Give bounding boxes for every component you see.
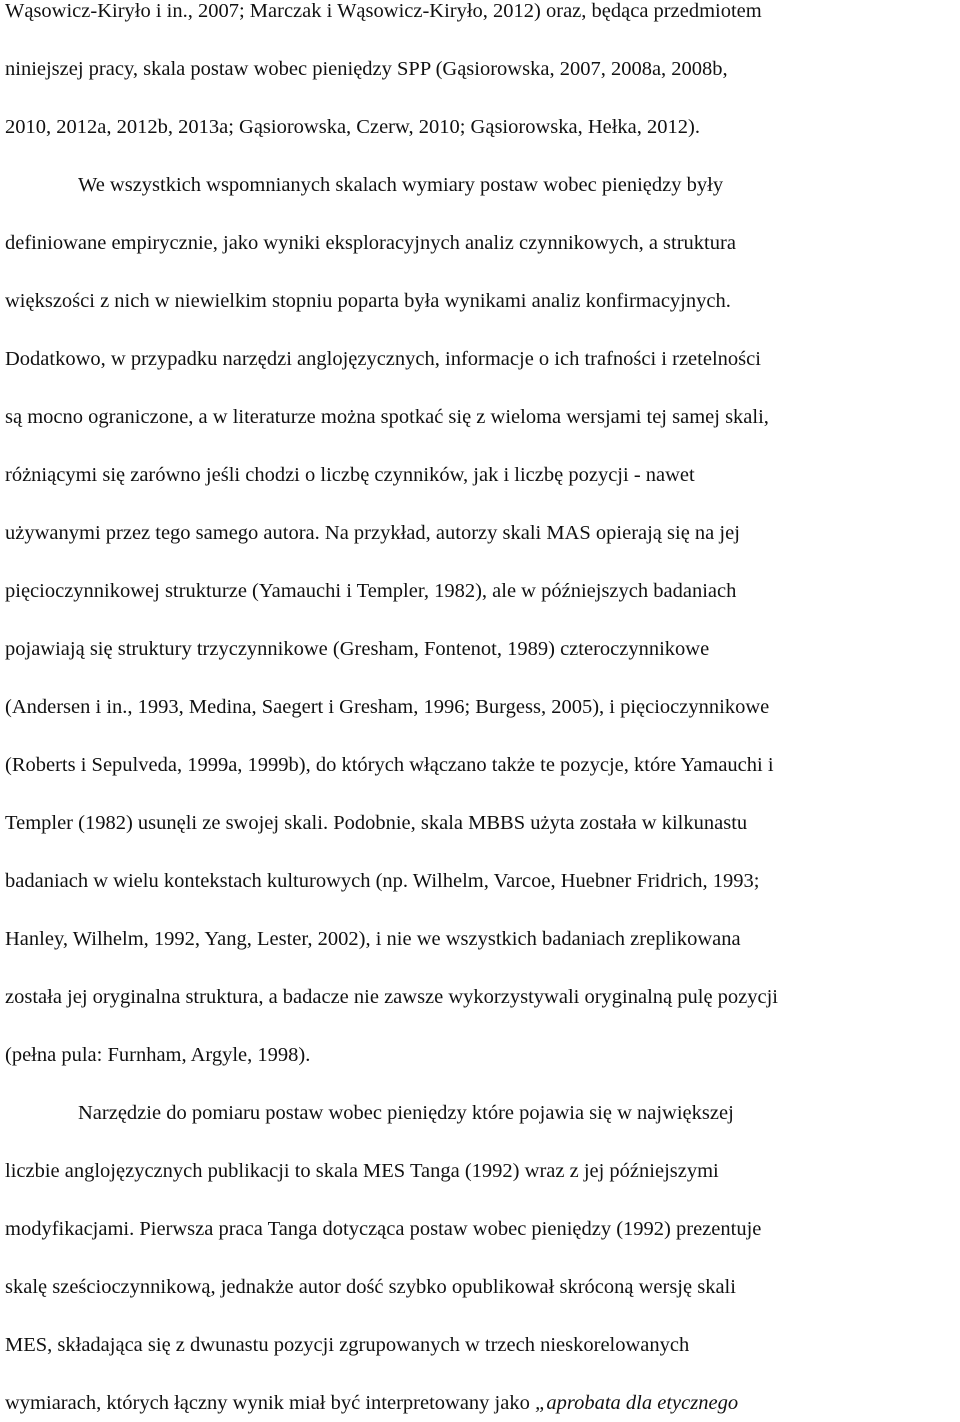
text-line: (Roberts i Sepulveda, 1999a, 1999b), do których włączano także te pozycje, które Yamauchi i: [5, 754, 774, 776]
text-line: są mocno ograniczone, a w literaturze można spotkać się z wieloma wersjami tej samej skali,: [5, 406, 769, 428]
italic-term: „aprobata dla etycznego: [534, 1392, 739, 1414]
text-line: MES, składająca się z dwunastu pozycji zgrupowanych w trzech nieskorelowanych: [5, 1334, 690, 1356]
text-line: różniącymi się zarówno jeśli chodzi o liczbę czynników, jak i liczbę pozycji - nawet: [5, 464, 695, 486]
text-line: została jej oryginalna struktura, a badacze nie zawsze wykorzystywali oryginalną pulę pozycji: [5, 986, 779, 1008]
text-line: skalę sześcioczynnikową, jednakże autor dość szybko opublikował skróconą wersję skali: [5, 1276, 736, 1298]
text-line: (Andersen i in., 1993, Medina, Saegert i Gresham, 1996; Burgess, 2005), i pięcioczynnikowe: [5, 696, 770, 718]
text-line: definiowane empirycznie, jako wyniki eksploracyjnych analiz czynnikowych, a struktura: [5, 232, 736, 254]
text-line: Dodatkowo, w przypadku narzędzi anglojęzycznych, informacje o ich trafności i rzetelności: [5, 348, 761, 370]
text-line: liczbie anglojęzycznych publikacji to skala MES Tanga (1992) wraz z jej późniejszymi: [5, 1160, 719, 1182]
text-line: Hanley, Wilhelm, 1992, Yang, Lester, 2002), i nie we wszystkich badaniach zreplikowana: [5, 928, 741, 950]
text-line: modyfikacjami. Pierwsza praca Tanga dotycząca postaw wobec pieniędzy (1992) prezentuje: [5, 1218, 762, 1240]
last-line-text: wymiarach, których łączny wynik miał być interpretowany jako: [5, 1392, 535, 1414]
text-line: Wąsowicz-Kiryło i in., 2007; Marczak i Wąsowicz-Kiryło, 2012) oraz, będąca przedmiotem: [5, 0, 762, 22]
text-line: badaniach w wielu kontekstach kulturowych (np. Wilhelm, Varcoe, Huebner Fridrich, 1993;: [5, 870, 760, 892]
text-line: niniejszej pracy, skala postaw wobec pieniędzy SPP (Gąsiorowska, 2007, 2008a, 2008b,: [5, 58, 728, 80]
paragraph-first-line: We wszystkich wspomnianych skalach wymiary postaw wobec pieniędzy były: [78, 174, 724, 196]
text-line: 2010, 2012a, 2012b, 2013a; Gąsiorowska, Czerw, 2010; Gąsiorowska, Hełka, 2012).: [5, 116, 700, 138]
text-line: pięcioczynnikowej strukturze (Yamauchi i Templer, 1982), ale w późniejszych badaniach: [5, 580, 737, 602]
text-line: większości z nich w niewielkim stopniu poparta była wynikami analiz konfirmacyjnych.: [5, 290, 731, 312]
paragraph-first-line: Narzędzie do pomiaru postaw wobec pieniędzy które pojawia się w największej: [78, 1102, 734, 1124]
text-line: Templer (1982) usunęli ze swojej skali. Podobnie, skala MBBS użyta została w kilkunastu: [5, 812, 748, 834]
text-line: (pełna pula: Furnham, Argyle, 1998).: [5, 1044, 311, 1066]
text-line: pojawiają się struktury trzyczynnikowe (Gresham, Fontenot, 1989) czteroczynnikowe: [5, 638, 710, 660]
text-line: używanymi przez tego samego autora. Na przykład, autorzy skali MAS opierają się na jej: [5, 522, 740, 544]
last-text-line: [5, 1389, 738, 1417]
